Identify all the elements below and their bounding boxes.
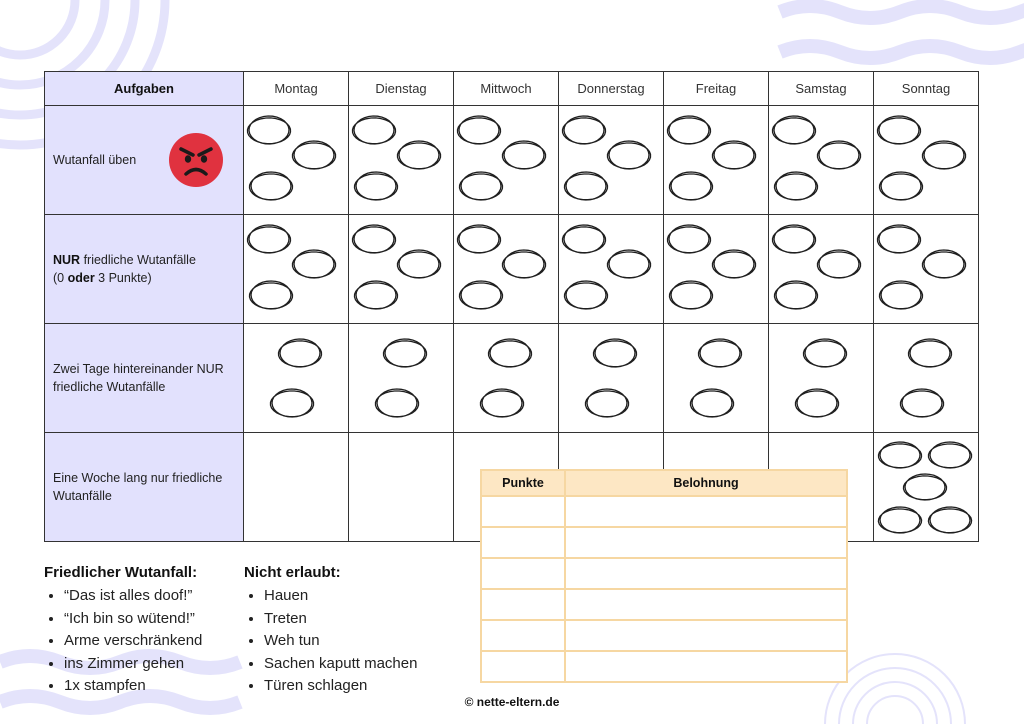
chart-header-row (45, 72, 979, 106)
reward-cell[interactable] (565, 589, 847, 620)
point-circle-slot (818, 250, 861, 278)
point-circle-slot (353, 116, 396, 144)
points-cell[interactable] (481, 589, 565, 620)
reward-cell[interactable] (565, 620, 847, 651)
day-header-wednesday: Mittwoch (454, 72, 559, 106)
point-circle-slot (458, 116, 501, 144)
point-circle-slot (563, 116, 606, 144)
point-circle-slot (713, 250, 756, 278)
tasks-header: Aufgaben (45, 72, 244, 106)
point-circle-slot (773, 116, 816, 144)
point-circles (664, 324, 768, 432)
point-circle-slot (880, 281, 923, 309)
point-circles (349, 215, 453, 323)
point-circles (664, 106, 768, 214)
legend-forbidden-title: Nicht erlaubt: (244, 564, 341, 581)
day-header-thursday: Donnerstag (559, 72, 664, 106)
point-circle-slot (608, 250, 651, 278)
reward-header-row (481, 470, 847, 496)
point-circle-slot (775, 281, 818, 309)
point-circle-slot (594, 339, 637, 367)
point-circle-slot (460, 281, 503, 309)
points-cell[interactable] (481, 620, 565, 651)
point-circle-slot (878, 507, 921, 533)
table-row (481, 651, 847, 682)
slot-cell[interactable] (874, 106, 979, 215)
point-circles (244, 106, 348, 214)
point-circle-slot (248, 225, 291, 253)
point-circle-slot (670, 281, 713, 309)
point-circles (559, 324, 663, 432)
task-text: friedliche Wutanfälle (80, 253, 196, 267)
table-row (481, 589, 847, 620)
points-cell[interactable] (481, 651, 565, 682)
point-circle-slot (250, 172, 293, 200)
point-circle-slot (901, 389, 944, 417)
task-bold-oder: oder (67, 271, 95, 285)
slot-cell[interactable] (454, 324, 559, 433)
legend-forbidden-list (244, 585, 417, 698)
point-circle-slot (355, 281, 398, 309)
slot-cell[interactable] (664, 215, 769, 324)
point-circles (559, 215, 663, 323)
point-circle-slot (668, 116, 711, 144)
point-circles (454, 215, 558, 323)
point-circle-slot (293, 250, 336, 278)
point-circles (454, 324, 558, 432)
slot-cell[interactable] (769, 215, 874, 324)
point-circle-slot (565, 281, 608, 309)
angry-face-icon (168, 132, 224, 188)
day-header-saturday: Samstag (769, 72, 874, 106)
task-label-one-week: Eine Woche lang nur friedliche Wutanfälle (45, 433, 244, 542)
empty-cell (349, 433, 454, 542)
slot-cell[interactable] (664, 106, 769, 215)
point-circle-slot (481, 389, 524, 417)
legend-peaceful-list (44, 585, 202, 698)
point-circle-slot (565, 172, 608, 200)
reward-header: Belohnung (565, 470, 847, 496)
point-circle-slot (699, 339, 742, 367)
point-circle-slot (775, 172, 818, 200)
point-circle-slot (250, 281, 293, 309)
day-header-tuesday: Dienstag (349, 72, 454, 106)
reward-table (480, 469, 848, 683)
point-circle-slot (773, 225, 816, 253)
point-circle-slot (923, 141, 966, 169)
point-circle-slot (923, 250, 966, 278)
point-circle-slot (878, 225, 921, 253)
point-circles (349, 106, 453, 214)
point-circles (454, 106, 558, 214)
task-label-only-peaceful (45, 215, 244, 324)
day-header-sunday: Sonntag (874, 72, 979, 106)
slot-cell[interactable] (664, 324, 769, 433)
task-label-practice (45, 106, 244, 215)
list-item: • Sachen kaputt machen (264, 653, 417, 676)
day-header-monday: Montag (244, 72, 349, 106)
reward-cell[interactable] (565, 527, 847, 558)
point-circle-slot (878, 116, 921, 144)
points-cell[interactable] (481, 527, 565, 558)
slot-cell[interactable] (454, 106, 559, 215)
point-circles (769, 215, 873, 323)
points-cell[interactable] (481, 496, 565, 527)
list-item: • Türen schlagen (264, 675, 417, 698)
point-circle-slot (353, 225, 396, 253)
point-circle-slot (460, 172, 503, 200)
task-row-only-peaceful (45, 215, 979, 324)
slot-cell[interactable] (244, 215, 349, 324)
list-item: • “Ich bin so wütend!” (64, 608, 202, 631)
point-circle-slot (271, 389, 314, 417)
point-circle-slot (880, 172, 923, 200)
point-circles (769, 106, 873, 214)
points-header: Punkte (481, 470, 565, 496)
slot-cell[interactable] (874, 215, 979, 324)
point-circle-slot (355, 172, 398, 200)
point-circle-slot (398, 141, 441, 169)
task-row-practice (45, 106, 979, 215)
list-item: • ins Zimmer gehen (64, 653, 202, 676)
task-label-two-days: Zwei Tage hintereinander NUR friedliche Wutanfälle (45, 324, 244, 433)
day-header-friday: Freitag (664, 72, 769, 106)
table-row (481, 527, 847, 558)
point-circle-slot (376, 389, 419, 417)
point-circle-slot (248, 116, 291, 144)
point-circle-slot (608, 141, 651, 169)
point-circle-slot (929, 442, 972, 468)
slot-cell[interactable] (559, 215, 664, 324)
point-circles (874, 433, 978, 541)
slot-cell[interactable] (244, 106, 349, 215)
point-circle-slot (713, 141, 756, 169)
point-circle-slot (928, 507, 971, 533)
list-item: • Treten (264, 608, 417, 631)
point-circles (874, 324, 978, 432)
point-circle-slot (293, 141, 336, 169)
point-circle-slot (489, 339, 532, 367)
point-circles (559, 106, 663, 214)
point-circle-slot (384, 339, 427, 367)
slot-cell[interactable] (559, 106, 664, 215)
points-cell[interactable] (481, 558, 565, 589)
task-text: (0 (53, 271, 68, 285)
legend-forbidden (244, 564, 417, 698)
point-circle-slot (398, 250, 441, 278)
point-circles (874, 106, 978, 214)
point-circles (664, 215, 768, 323)
point-circle-slot (586, 389, 629, 417)
slot-cell[interactable] (874, 324, 979, 433)
task-row-two-days (45, 324, 979, 433)
slot-cell[interactable] (349, 106, 454, 215)
point-circle-slot (909, 339, 952, 367)
slot-cell[interactable] (874, 433, 979, 542)
point-circles (244, 324, 348, 432)
point-circle-slot (904, 474, 947, 500)
slot-cell[interactable] (244, 324, 349, 433)
point-circles (874, 215, 978, 323)
table-row (481, 620, 847, 651)
slot-cell[interactable] (769, 106, 874, 215)
reward-cell[interactable] (565, 496, 847, 527)
list-item: • 1x stampfen (64, 675, 202, 698)
table-row (481, 496, 847, 527)
point-circle-slot (818, 141, 861, 169)
point-circles (349, 324, 453, 432)
point-circle-slot (503, 141, 546, 169)
point-circle-slot (796, 389, 839, 417)
empty-cell (244, 433, 349, 542)
point-circle-slot (879, 442, 922, 468)
point-circles (769, 324, 873, 432)
list-item: • Arme verschränkend (64, 630, 202, 653)
point-circles (244, 215, 348, 323)
slot-cell[interactable] (454, 215, 559, 324)
slot-cell[interactable] (349, 215, 454, 324)
point-circle-slot (458, 225, 501, 253)
point-circle-slot (691, 389, 734, 417)
reward-cell[interactable] (565, 651, 847, 682)
point-circle-slot (279, 339, 322, 367)
reward-cell[interactable] (565, 558, 847, 589)
slot-cell[interactable] (349, 324, 454, 433)
point-circle-slot (563, 225, 606, 253)
list-item: • Hauen (264, 585, 417, 608)
point-circle-slot (503, 250, 546, 278)
task-bold-nur: NUR (53, 253, 81, 267)
slot-cell[interactable] (559, 324, 664, 433)
legend-peaceful-title: Friedlicher Wutanfall: (44, 564, 198, 581)
slot-cell[interactable] (769, 324, 874, 433)
point-circle-slot (668, 225, 711, 253)
list-item: • “Das ist alles doof!” (64, 585, 202, 608)
legend-peaceful (44, 564, 202, 698)
point-circle-slot (670, 172, 713, 200)
point-circle-slot (804, 339, 847, 367)
task-text: 3 Punkte) (94, 271, 152, 285)
task-text: Wutanfall üben (53, 153, 137, 167)
copyright-footer: © nette-eltern.de (464, 695, 560, 709)
list-item: • Weh tun (264, 630, 417, 653)
table-row (481, 558, 847, 589)
